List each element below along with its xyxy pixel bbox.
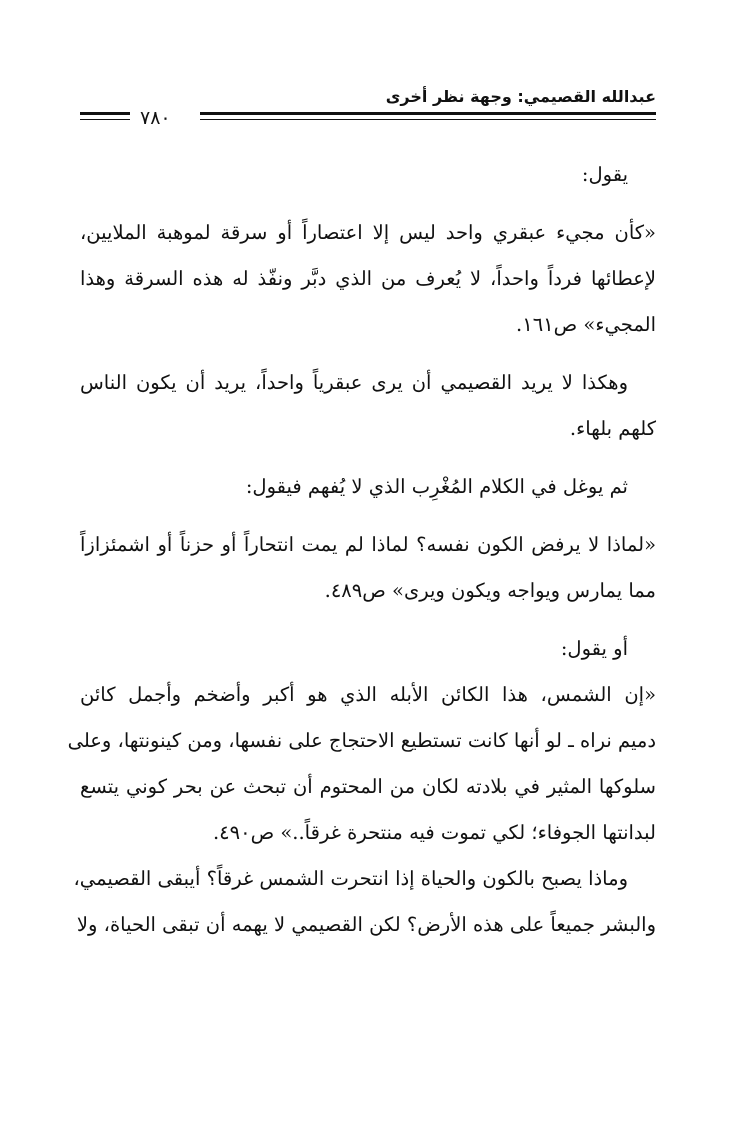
text-line: «إن الشمس، هذا الكائن الأبله الذي هو أكبر وأضخم وأجمل كائن xyxy=(80,683,656,706)
paragraph-2 xyxy=(80,210,656,348)
page-body xyxy=(67,152,656,948)
text-line: المجيء» ص١٦١. xyxy=(516,313,656,336)
text-line: وهكذا لا يريد القصيمي أن يرى عبقرياً واحداً، يريد أن يكون الناس xyxy=(80,371,628,394)
paragraph-6 xyxy=(80,626,656,672)
text-line: مما يمارس ويواجه ويكون ويرى» ص٤٨٩. xyxy=(324,579,656,602)
text-line: كلهم بلهاء. xyxy=(569,417,656,440)
text-line: لبدانتها الجوفاء؛ لكي تموت فيه منتحرة غرقاً..» ص٤٩٠. xyxy=(212,821,656,844)
text-line: ثم يوغل في الكلام المُغْرِب الذي لا يُفهم فيقول: xyxy=(245,475,628,498)
page-header xyxy=(80,86,656,146)
text-line: «كأن مجيء عبقري واحد ليس إلا اعتصاراً أو سرقة لموهبة الملايين، xyxy=(80,221,656,244)
text-line: وماذا يصبح بالكون والحياة إذا انتحرت الشمس غرقاً؟ أيبقى القصيمي، xyxy=(73,867,628,890)
text-line: يقول: xyxy=(581,163,628,186)
paragraph-8 xyxy=(73,856,656,948)
paragraph-7 xyxy=(67,672,656,856)
text-line: لإعطائها فرداً واحداً، لا يُعرف من الذي دبَّر ونفّذ له هذه السرقة وهذا xyxy=(80,267,656,290)
header-rule-short xyxy=(80,112,130,120)
text-line: والبشر جميعاً على هذه الأرض؟ لكن القصيمي لا يهمه أن تبقى الحياة، ولا xyxy=(76,913,656,936)
paragraph-4 xyxy=(80,464,656,510)
text-line: دميم نراه ـ لو أنها كانت تستطيع الاحتجاج على نفسها، ومن كينونتها، وعلى xyxy=(67,729,656,752)
paragraph-5 xyxy=(80,522,656,614)
header-rule xyxy=(200,112,656,120)
paragraph-3 xyxy=(80,360,656,452)
text-line: سلوكها المثير في بلادته لكان من المحتوم أن تبحث عن بحر كوني يتسع xyxy=(80,775,656,798)
paragraph-1 xyxy=(80,152,656,198)
page-number: ٧٨٠ xyxy=(140,107,171,129)
text-line: أو يقول: xyxy=(560,637,628,660)
running-title: عبدالله القصيمي: وجهة نظر أخرى xyxy=(385,87,656,106)
text-line: «لماذا لا يرفض الكون نفسه؟ لماذا لم يمت انتحاراً أو حزناً أو اشمئزازاً xyxy=(80,533,656,556)
